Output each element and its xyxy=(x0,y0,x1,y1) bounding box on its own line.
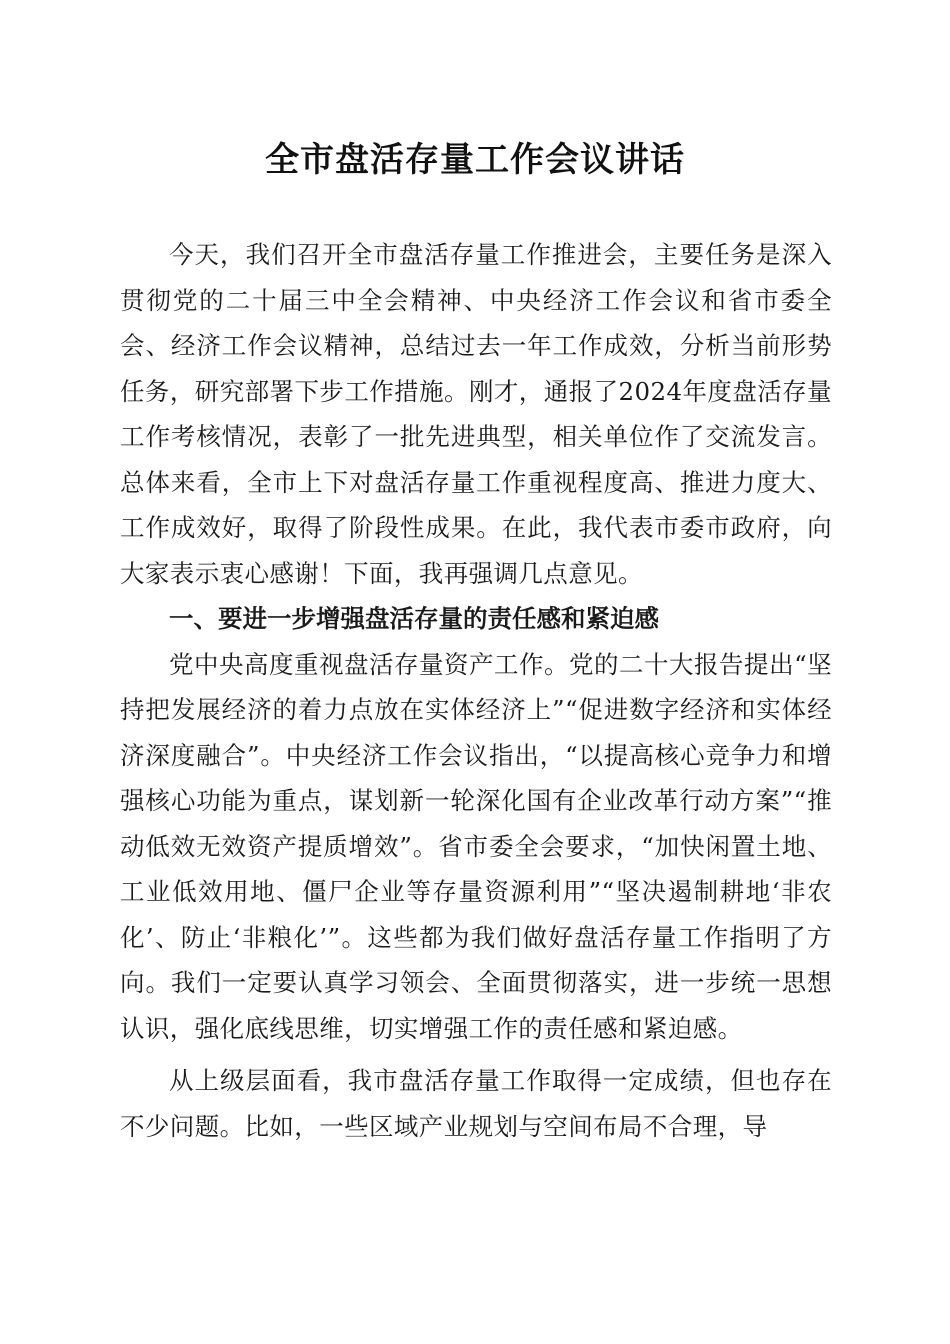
section-paragraph-2: 从上级层面看，我市盘活存量工作取得一定成绩，但也存在不少问题。比如，一些区域产业规划与空间布局不合理，导 xyxy=(120,1066,832,1141)
document-body xyxy=(120,232,832,1149)
section-paragraph-1: 党中央高度重视盘活存量资产工作。党的二十大报告提出“坚持把发展经济的着力点放在实体经济上”“促进数字经济和实体经济深度融合”。中央经济工作会议指出，“以提高核心竞争力和增强核心功能为重点，谋划新一轮深化国有企业改革行动方案”“推动低效无效资产提质增效”。省市委全会要求，“加快闲置土地、工业低效用地、僵尸企业等存量资源利用”“坚决遏制耕地‘非农化’、防止‘非粮化’”。这些都为我们做好盘活存量工作指明了方向。我们一定要认真学习领会、全面贯彻落实，进一步统一思想认识，强化底线思维，切实增强工作的责任感和紧迫感。 xyxy=(120,649,832,1043)
intro-paragraph: 今天，我们召开全市盘活存量工作推进会，主要任务是深入贯彻党的二十届三中全会精神、中央经济工作会议和省市委全会、经济工作会议精神，总结过去一年工作成效，分析当前形势任务，研究部署下步工作措施。刚才，通报了2024年度盘活存量工作考核情况，表彰了一批先进典型，相关单位作了交流发言。总体来看，全市上下对盘活存量工作重视程度高、推进力度大、工作成效好，取得了阶段性成果。在此，我代表市委市政府，向大家表示衷心感谢！下面，我再强调几点意见。 xyxy=(120,240,832,588)
document-title: 全市盘活存量工作会议讲话 xyxy=(265,140,685,180)
section-heading: 一、要进一步增强盘活存量的责任感和紧迫感 xyxy=(169,604,659,633)
